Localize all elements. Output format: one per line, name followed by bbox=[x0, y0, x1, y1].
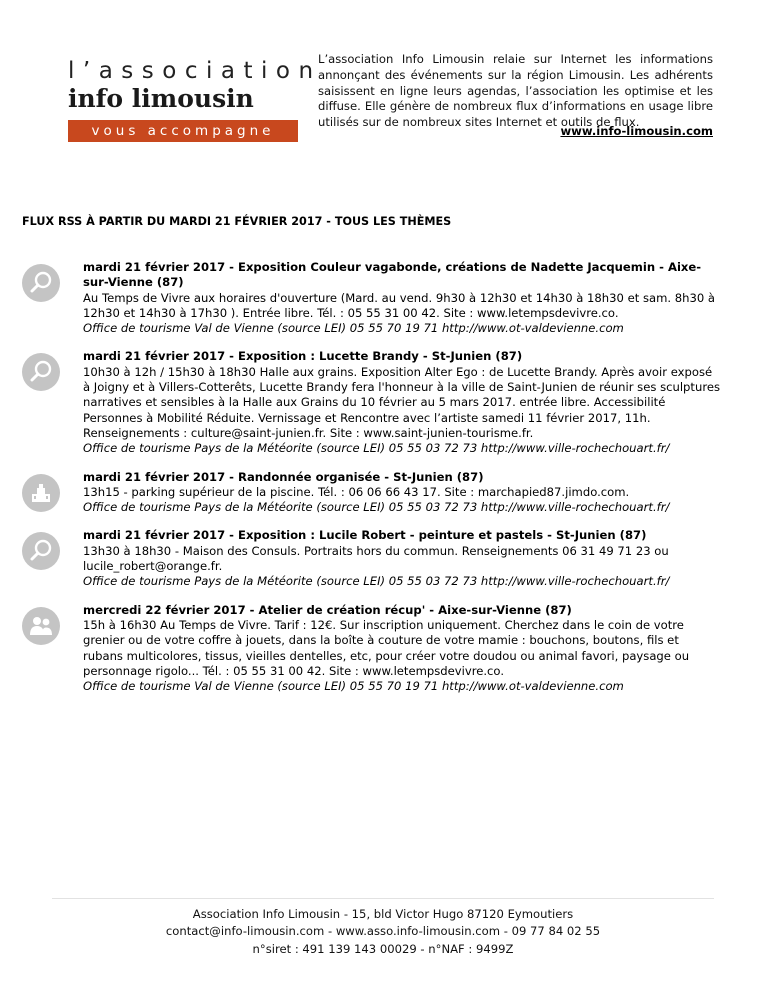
people-icon bbox=[22, 607, 60, 645]
intro-paragraph: L’association Info Limousin relaie sur Internet les informations annonçant des événements sur la région Limousin. Les adhérents saisissent en ligne leurs agendas, l’association les optimise et les diffuse. Elle génère de nombreux flux d’informations en usage libre utilisés sur de nombreux sites Internet et outils de flux. bbox=[318, 52, 713, 130]
event-item bbox=[22, 260, 722, 336]
event-title: mardi 21 février 2017 - Exposition : Lucile Robert - peinture et pastels - St-Junien (87) bbox=[83, 528, 647, 543]
event-description: 13h30 à 18h30 - Maison des Consuls. Portraits hors du commun. Renseignements 06 31 49 71 23 ou lucile_robert@orange.fr. bbox=[83, 543, 669, 574]
logo-top-text: l’association bbox=[68, 58, 322, 84]
logo-main-text: info limousin bbox=[68, 84, 254, 113]
event-description: 13h15 - parking supérieur de la piscine. Tél. : 06 06 66 43 17. Site : marchapied87.jimdo.com. bbox=[83, 484, 630, 499]
event-source: Office de tourisme Pays de la Météorite (source LEI) 05 55 03 72 73 http://www.ville-rochechouart.fr/ bbox=[83, 574, 670, 589]
town-icon bbox=[22, 474, 60, 512]
event-description: Au Temps de Vivre aux horaires d'ouverture (Mard. au vend. 9h30 à 12h30 et 14h30 à 18h30 et sam. 8h30 à 12h30 et 14h30 à 17h30 ). Entrée libre. Tél. : 05 55 31 00 42. Site : www.letempsdevivre.co. bbox=[83, 290, 716, 320]
magnifier-icon bbox=[22, 532, 60, 570]
magnifier-icon bbox=[22, 353, 60, 391]
event-source: Office de tourisme Val de Vienne (source LEI) 05 55 70 19 71 http://www.ot-valdevienne.com bbox=[83, 321, 624, 336]
event-source: Office de tourisme Pays de la Météorite (source LEI) 05 55 03 72 73 http://www.ville-rochechouart.fr/ bbox=[83, 500, 670, 515]
event-description: 10h30 à 12h / 15h30 à 18h30 Halle aux grains. Exposition Alter Ego : de Lucette Brandy. Après avoir exposé à Joigny et à Villers-Cotterêts, Lucette Brandy fera l'honneur à la ville de Saint-Junien de réunir ses sculptures narratives et sensibles à la Halle aux Grains du 10 février au 5 mars 2017. entrée libre. Accessibilité Personnes à Mobilité Réduite. Vernissage et Rencontre avec l’artiste samedi 11 février 2017, 11h. Renseignements : culture@saint-junien.fr. Site : www.saint-junien-tourisme.fr. bbox=[83, 364, 720, 440]
section-title: FLUX RSS À PARTIR DU MARDI 21 FÉVRIER 2017 - TOUS LES THÈMES bbox=[22, 215, 452, 228]
magnifier-icon bbox=[22, 264, 60, 302]
event-title: mardi 21 février 2017 - Exposition Couleur vagabonde, créations de Nadette Jacquemin - Aixe-sur-Vienne (87) bbox=[83, 260, 702, 290]
footer bbox=[52, 906, 714, 958]
event-title: mardi 21 février 2017 - Exposition : Lucette Brandy - St-Junien (87) bbox=[83, 349, 523, 364]
footer-address: Association Info Limousin - 15, bld Victor Hugo 87120 Eymoutiers bbox=[192, 907, 574, 921]
intro-website-link[interactable]: www.info-limousin.com bbox=[560, 124, 713, 138]
logo-tagline-band: vous accompagne bbox=[68, 120, 298, 142]
event-source: Office de tourisme Pays de la Météorite (source LEI) 05 55 03 72 73 http://www.ville-rochechouart.fr/ bbox=[83, 441, 670, 456]
event-item bbox=[22, 528, 722, 589]
event-title: mercredi 22 février 2017 - Atelier de création récup' - Aixe-sur-Vienne (87) bbox=[83, 602, 572, 617]
footer-registration: n°siret : 491 139 143 00029 - n°NAF : 9499Z bbox=[252, 941, 514, 956]
event-item bbox=[22, 349, 722, 456]
event-item bbox=[22, 603, 722, 695]
event-source: Office de tourisme Val de Vienne (source LEI) 05 55 70 19 71 http://www.ot-valdevienne.com bbox=[83, 679, 624, 694]
footer-contact: contact@info-limousin.com - www.asso.info-limousin.com - 09 77 84 02 55 bbox=[165, 924, 601, 939]
association-logo bbox=[68, 58, 322, 142]
event-title: mardi 21 février 2017 - Randonnée organisée - St-Junien (87) bbox=[83, 469, 484, 484]
event-item bbox=[22, 470, 722, 516]
event-list bbox=[22, 260, 722, 694]
event-description: 15h à 16h30 Au Temps de Vivre. Tarif : 12€. Sur inscription uniquement. Cherchez dans le coin de votre grenier ou de votre coffre à jouets, dans la boîte à couture de votre mamie : bouchons, boutons, fils et rubans multicolores, tissus, vieilles dentelles, etc, pour créer votre doudou ou animal favori, paysage ou personnage rigolo... Tél. : 05 55 31 00 42. Site : www.letempsdevivre.co. bbox=[83, 617, 690, 678]
footer-divider bbox=[52, 898, 714, 899]
